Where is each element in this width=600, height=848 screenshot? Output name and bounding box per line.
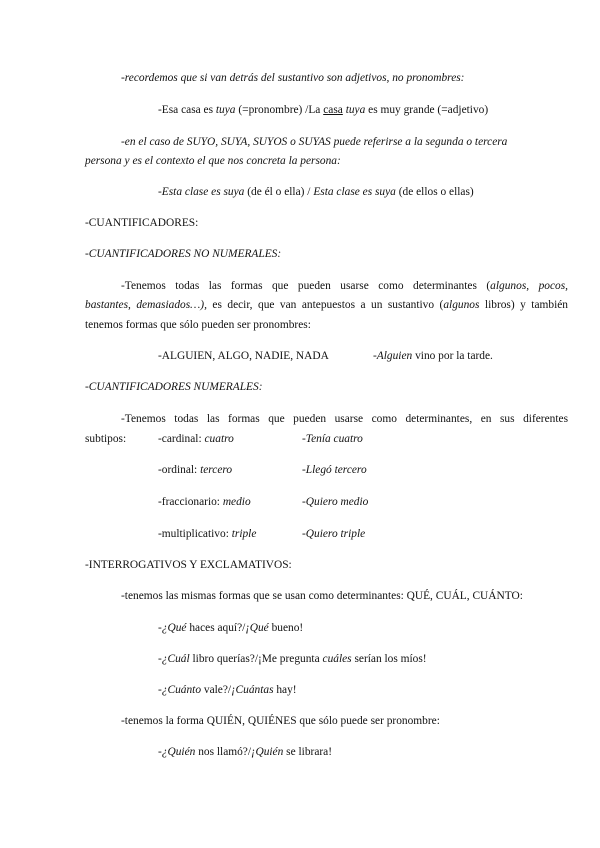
text-segment: algunos, pocos, [490,280,568,292]
text-segment: ¿Qué [161,622,187,634]
row-label: -multiplicativo: [158,528,232,540]
text-segment: ¿Cuál [161,653,190,665]
text-segment: vino por la tarde. [412,350,493,362]
text-segment: ¡Quién [251,746,284,758]
text-segment: haces aquí?/ [186,622,246,634]
row-ordinal-example: -Llegó tercero [302,464,367,476]
text-segment: se librara! [283,746,333,758]
example-quien [158,745,332,759]
text-segment: - [158,653,162,665]
text-segment: tuya [215,104,236,116]
paragraph-no-numerales-l1 [85,279,568,293]
text-segment: ¿Cuánto [161,684,202,696]
text-segment: -Tenemos todas las formas que pueden usarse como determinantes ( [121,280,491,292]
text-segment: serían los míos! [351,653,427,665]
row-label: -ordinal: [158,464,201,476]
example-tuya [158,103,488,117]
row-fraccionario [158,495,251,509]
line-suyo-note-cont: persona y es el contexto el que nos concreta la persona: [85,155,341,167]
text-segment: libros) y también [479,299,568,311]
text-segment: ¡Qué [245,622,269,634]
text-segment: (=pronombre) /La [235,104,324,116]
row-multiplicativo [158,527,256,541]
example-suya [158,185,474,199]
row-label: -fraccionario: [158,496,223,508]
text-segment: (de ellos o ellas) [395,186,474,198]
text-segment: tuya [345,104,366,116]
heading-interrogativos: -INTERROGATIVOS Y EXCLAMATIVOS: [85,559,292,571]
example-alguien [373,349,493,363]
text-segment: vale?/ [201,684,232,696]
line-suyo-note: -en el caso de SUYO, SUYA, SUYOS o SUYAS puede referirse a la segunda o tercera [121,136,508,148]
text-segment: Alguien [376,350,413,362]
text-segment: casa [323,104,343,116]
list-alguien: -ALGUIEN, ALGO, NADIE, NADA [158,350,329,362]
text-segment: ¡Cuántas [231,684,274,696]
paragraph-numerales-l2: subtipos: [85,433,127,445]
example-que [158,621,303,635]
example-cuanto [158,683,297,697]
heading-cuantificadores: -CUANTIFICADORES: [85,217,199,229]
row-word: triple [231,528,257,540]
text-segment: - [158,684,162,696]
text-segment: -Esta clase es suya [158,186,245,198]
text-segment: - [373,350,377,362]
text-segment: libro querías?/¡Me pregunta [189,653,323,665]
text-segment: algunos [443,299,480,311]
text-segment: - [158,746,162,758]
row-fraccionario-example: -Quiero medio [302,496,369,508]
row-multiplicativo-example: -Quiero triple [302,528,366,540]
text-segment: Esta clase es suya [313,186,396,198]
row-label: -cardinal: [158,433,205,445]
row-ordinal [158,463,232,477]
line-quien: -tenemos la forma QUIÉN, QUIÉNES que sólo puede ser pronombre: [121,715,440,727]
text-segment: es decir, que van antepuestos a un sustantivo ( [206,299,444,311]
paragraph-no-numerales-l2 [85,298,568,312]
line-mismas-formas: -tenemos las mismas formas que se usan como determinantes: QUÉ, CUÁL, CUÁNTO: [121,590,523,602]
text-segment: -Esa casa es [158,104,216,116]
heading-numerales: -CUANTIFICADORES NUMERALES: [85,381,263,393]
text-segment: bueno! [268,622,304,634]
paragraph-numerales-l1: -Tenemos todas las formas que pueden usarse como determinantes, en sus diferentes [121,413,568,425]
text-segment: - [158,622,162,634]
row-word: tercero [200,464,233,476]
text-segment: ¿Quién [161,746,196,758]
heading-no-numerales: -CUANTIFICADORES NO NUMERALES: [85,248,282,260]
row-cardinal-example: -Tenía cuatro [302,433,363,445]
text-segment: hay! [273,684,297,696]
text-segment: cuáles [322,653,352,665]
example-cual [158,652,427,666]
line-adjetivos-note: -recordemos que si van detrás del sustantivo son adjetivos, no pronombres: [121,72,465,84]
text-segment: es muy grande (=adjetivo) [365,104,489,116]
row-word: cuatro [204,433,234,445]
text-segment: bastantes, demasiados…), [85,299,207,311]
text-segment: nos llamó?/ [195,746,252,758]
row-cardinal [158,432,234,446]
text-segment: (de él o ella) / [244,186,314,198]
paragraph-no-numerales-l3: tenemos formas que sólo pueden ser pronombres: [85,319,311,331]
row-word: medio [222,496,251,508]
